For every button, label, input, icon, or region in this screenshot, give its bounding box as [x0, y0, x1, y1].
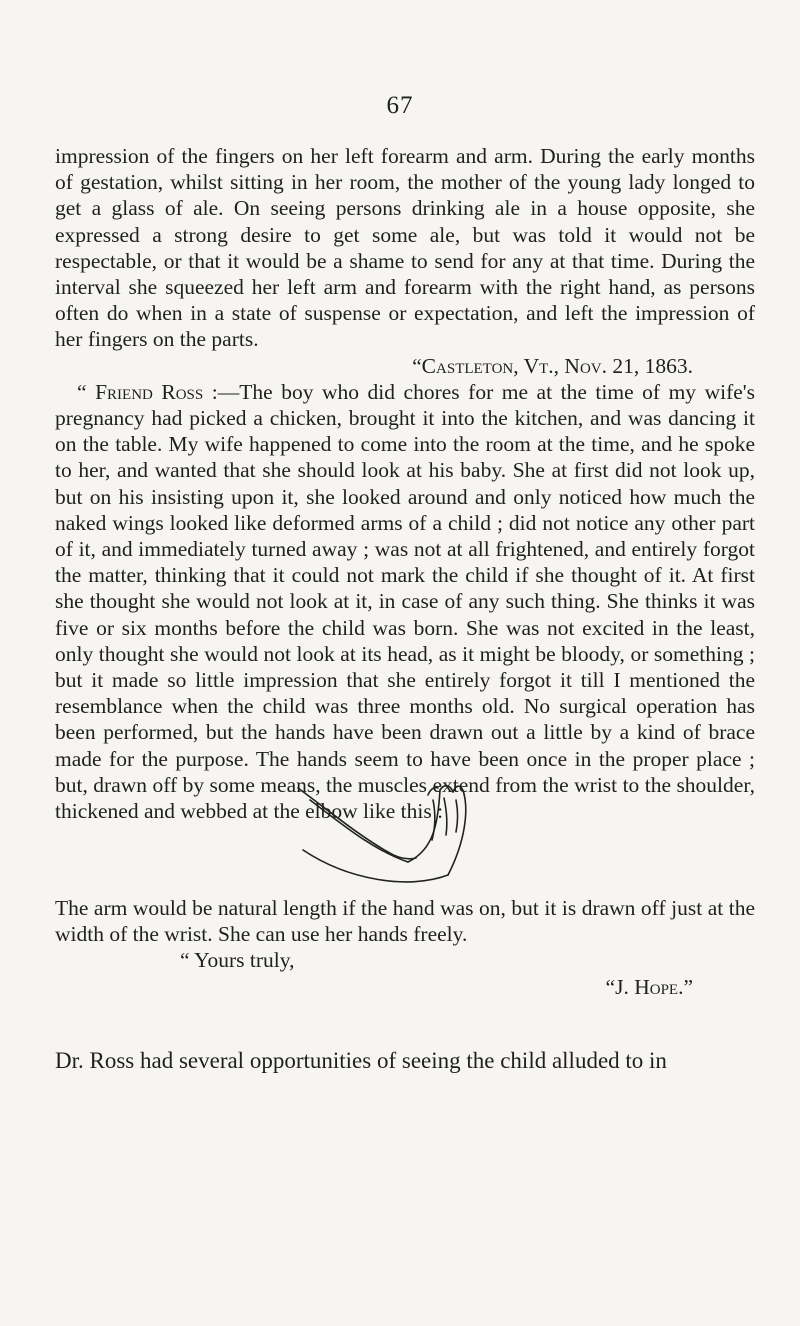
letter-body-text: :—The boy who did chores for me at the time of my wife's pregnancy had picked a chicken, brought it into the kitchen, and was dancing it on the table. My wife happened to come into the room at the time, and he spoke to her, and wanted that she should look at his baby. She at first did not look up, but on his insisting upon it, she looked around and only noticed how much the naked wings looked like deformed arms of a child ; did not notice any other part of it, and immediately turned away ; was not at all frightened, and entirely forgot the matter, thinking that it could not mark the child if she thought of it. At first she thought she would not look at it, in case of any such thing. She thinks it was five or six months before the child was born. She was not excited in the least, only thought she would not look at its head, as it might be bloody, or something ; but it made so little impression that she entirely forgot it till I mentioned the resemblance when the child was three months old. No surgical operation has been performed, but the hands have been drawn out a little by a kind of brace made for the purpose. The hands seem to have been once in the proper place ; but, drawn off by some means, the muscles extend from the wrist to the shoulder, thickened and webbed at the elbow like this : — [55, 379, 756, 824]
body-text-lower — [55, 895, 755, 1000]
page-number: 67 — [386, 92, 414, 119]
letter-salutation: “ Friend Ross — [77, 379, 204, 404]
paragraph-after-figure: The arm would be natural length if the hand was on, but it is drawn off just at the width of the wrist. She can use her hands freely. — [55, 896, 755, 947]
letter-closing: “ Yours truly, — [180, 948, 295, 973]
letter-dateline: “Castleton, Vt., Nov. 21, 1863. — [412, 353, 693, 378]
letter-body — [55, 379, 755, 824]
paragraph-opening: impression of the fingers on her left forearm and arm. During the early months of gestation, whilst sitting in her room, the mother of the young lady longed to get a glass of ale. On seeing persons drinking ale in a house opposite, she expressed a strong desire to get some ale, but was told it would not be respectable, or that it would be a shame to send for any at that time. During the interval she squeezed her left arm and forearm with the right hand, as persons often do when in a state of suspense or expectation, and left the impression of her fingers on the parts. — [55, 144, 755, 352]
final-line: Dr. Ross had several opportunities of seeing the child alluded to in — [55, 1048, 667, 1073]
body-text-upper — [55, 143, 755, 824]
letter-signature: “J. Hope.” — [605, 974, 693, 999]
arm-sketch-figure — [288, 780, 478, 890]
